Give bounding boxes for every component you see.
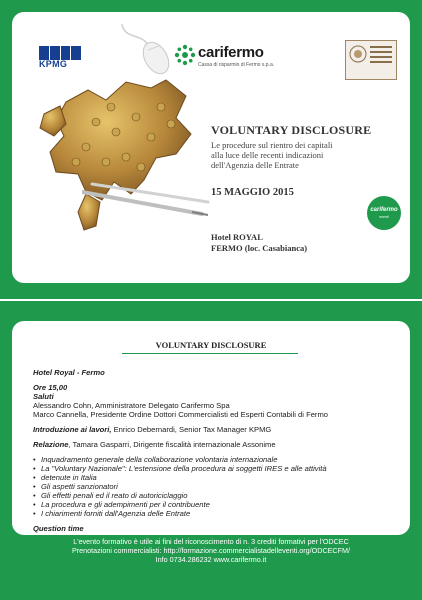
topic-item: • I chiarimenti forniti dall'Agenzia delle Entrate [33, 509, 403, 518]
topics-list [33, 455, 403, 518]
greeting-line: Marco Cannella, Presidente Ordine Dottori Commercialisti ed Esperti Contabili di Fermo [33, 410, 329, 419]
invitation-back [0, 301, 422, 600]
invitation-front [0, 0, 422, 299]
question-time: Question time [33, 524, 84, 533]
front-panel [12, 12, 410, 283]
topic-item-continued [33, 473, 403, 482]
intro-speaker: Enrico Debernardi, Senior Tax Manager KPMG [111, 425, 272, 434]
footer-booking-link[interactable]: Prenotazioni commercialisti: http://formazione.commercialistadelleventi.org/ODCECFM/ [71, 546, 350, 555]
talk-speaker: , Tamara Gasparri, Dirigente fiscalità internazionale Assonime [68, 440, 276, 449]
subtitle-line: dell'Agenzia delle Entrate [211, 160, 299, 170]
venue-name: Hotel ROYAL [211, 232, 263, 242]
program-location: Hotel Royal - Fermo [33, 368, 105, 377]
seal-icon [349, 45, 367, 63]
event-title: VOLUNTARY DISCLOSURE [211, 123, 372, 137]
program-panel [12, 321, 410, 535]
footer-credits: L'evento formativo è utile ai fini del riconoscimento di n. 3 crediti formativi per l'ODCEC [73, 537, 349, 546]
event-date: 15 MAGGIO 2015 [211, 187, 294, 198]
subtitle-line: alla luce delle recenti indicazioni [211, 150, 324, 160]
footer-info [0, 537, 422, 564]
badge-sub: eventi [379, 215, 389, 219]
program-body [33, 368, 403, 535]
greeting-line: Alessandro Cohn, Amministratore Delegato Carifermo Spa [33, 401, 230, 410]
badge-name: carifermo [370, 207, 398, 213]
carifermo-wordmark: carifermo [198, 44, 264, 61]
carifermo-eventi-badge [367, 196, 401, 230]
subtitle-line: Le procedure sul rientro dei capitali [211, 140, 333, 150]
topic-item: • Inquadramento generale della collaborazione volontaria internazionale [33, 455, 403, 464]
odcec-text-lines [370, 46, 392, 66]
kpmg-wordmark: KPMG [39, 59, 68, 69]
topic-item: • Gli aspetti sanzionatori [33, 482, 403, 491]
footer-contact[interactable]: Info 0734.286232 www.carifermo.it [155, 555, 267, 564]
topic-item: • La "Voluntary Nazionale": L'estensione della procedura ai soggetti IRES e alle attività [33, 464, 403, 473]
topic-item: • La procedura e gli adempimenti per il contribuente [33, 500, 403, 509]
title-underline [122, 353, 298, 354]
carifermo-tagline: Cassa di risparmio di Fermo s.p.a. [198, 62, 275, 68]
kpmg-blocks [39, 46, 81, 60]
venue-location: FERMO (loc. Casabianca) [211, 243, 308, 253]
opening-time: Ore 15,00 [33, 383, 68, 392]
odcec-logo [345, 40, 397, 80]
greetings-label: Saluti [33, 392, 54, 401]
talk-line [33, 440, 403, 449]
program-title: VOLUNTARY DISCLOSURE [155, 340, 267, 350]
intro-label: Introduzione ai lavori, [33, 425, 112, 434]
europe-coins-map-illustration [26, 62, 216, 252]
talk-label: Relazione [33, 440, 69, 449]
event-venue [211, 232, 307, 254]
topic-continuation: detenute in Italia [41, 473, 97, 482]
intro-line [33, 425, 403, 434]
pens-illustration [82, 182, 212, 222]
topic-item: • Gli effetti penali ed il reato di autoriciclaggio [33, 491, 403, 500]
event-subtitle [211, 140, 401, 170]
